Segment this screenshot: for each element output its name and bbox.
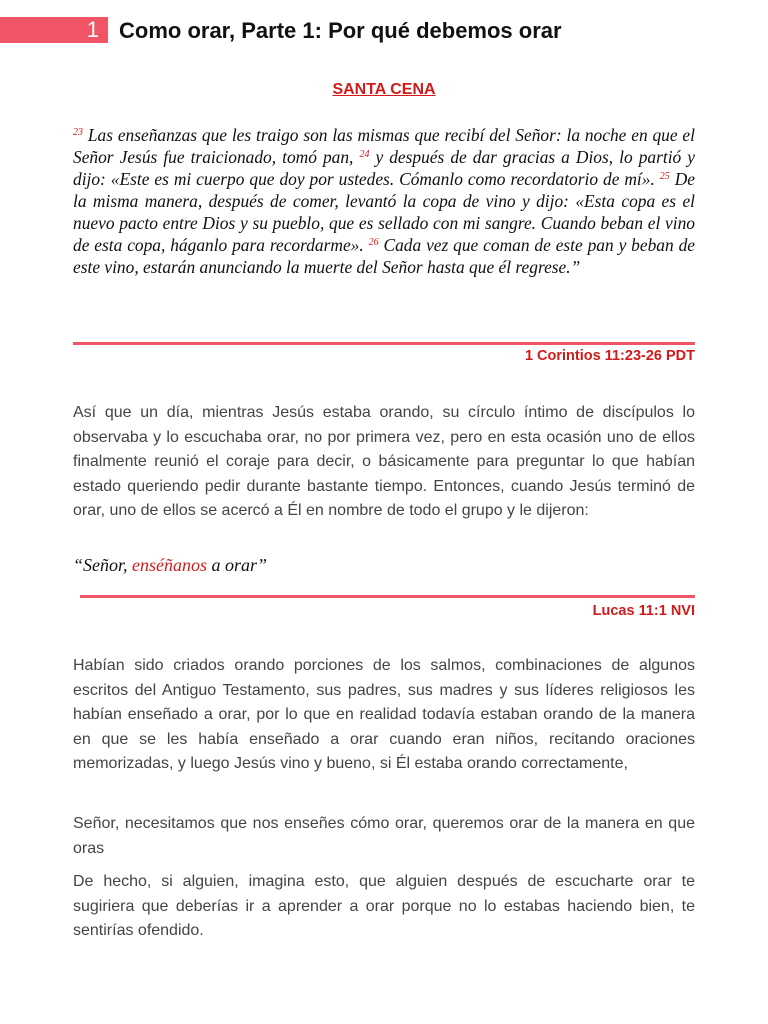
verse-number: 24 xyxy=(359,149,370,160)
divider xyxy=(80,595,695,598)
body-paragraph: De hecho, si alguien, imagina esto, que alguien después de escucharte orar te sugiriera que deberías ir a aprender a orar porque no lo estabas haciendo bien, te sentirías ofendido. xyxy=(73,873,695,939)
pull-quote xyxy=(73,555,267,576)
quote-highlight: enséñanos xyxy=(132,555,208,575)
verse-text: Las enseñanzas que les traigo son las mismas que recibí del Señor: la noche en que el Señor Jesús fue traicionado, tomó pan, xyxy=(73,125,695,167)
body-paragraph: Habían sido criados orando porciones de los salmos, combinaciones de algunos escritos del Antiguo Testamento, sus padres, sus madres y sus líderes religiosos les habían enseñado a orar, por lo que en realidad todavía estaban orando de la manera en que se les había enseñado a orar cuando eran niños, recitando oraciones memorizadas, y luego Jesús vino y bueno, si Él estaba orando correctamente, xyxy=(73,657,695,772)
verse-number: 25 xyxy=(659,171,670,182)
chapter-title: Como orar, Parte 1: Por qué debemos orar xyxy=(119,18,562,43)
body-paragraph: Señor, necesitamos que nos enseñes cómo orar, queremos orar de la manera en que oras xyxy=(73,815,695,857)
chapter-header xyxy=(0,17,768,45)
quote-text: “Señor, xyxy=(73,555,133,575)
chapter-number-tab xyxy=(0,17,108,43)
body-paragraph: Así que un día, mientras Jesús estaba orando, su círculo íntimo de discípulos lo observaba y lo escuchaba orar, no por primera vez, pero en esta ocasión uno de ellos finalmente reunió el coraje para decir, o básicamente para preguntar lo que habían estado queriendo pedir durante bastante tiempo. Entonces, cuando Jesús terminó de orar, uno de ellos se acercó a Él en nombre de todo el grupo y le dijeron: xyxy=(73,404,695,519)
verse-text: De la misma manera, después de comer, levantó la copa de vino y dijo: «Esta copa es el nuevo pacto entre Dios y su pueblo, que es sellado con mi sangre. Cuando beban el vino de esta copa, háganlo para recordarme». xyxy=(73,169,695,255)
scripture-passage xyxy=(73,124,695,278)
quote-text: a orar” xyxy=(207,555,268,575)
scripture-reference: 1 Corintios 11:23-26 PDT xyxy=(524,348,695,364)
verse-text: Cada vez que coman de este pan y beban de este vino, estarán anunciando la muerte del Señor hasta que él regrese.” xyxy=(73,235,695,277)
chapter-number: 1 xyxy=(86,17,99,42)
quote-reference: Lucas 11:1 NVI xyxy=(592,603,695,619)
divider xyxy=(73,342,695,345)
section-title: SANTA CENA xyxy=(332,81,436,98)
verse-text: y después de dar gracias a Dios, lo partió y dijo: «Este es mi cuerpo que doy por ustedes. Cómanlo como recordatorio de mí». xyxy=(73,147,695,189)
verse-number: 23 xyxy=(73,127,83,138)
verse-number: 26 xyxy=(368,237,379,248)
